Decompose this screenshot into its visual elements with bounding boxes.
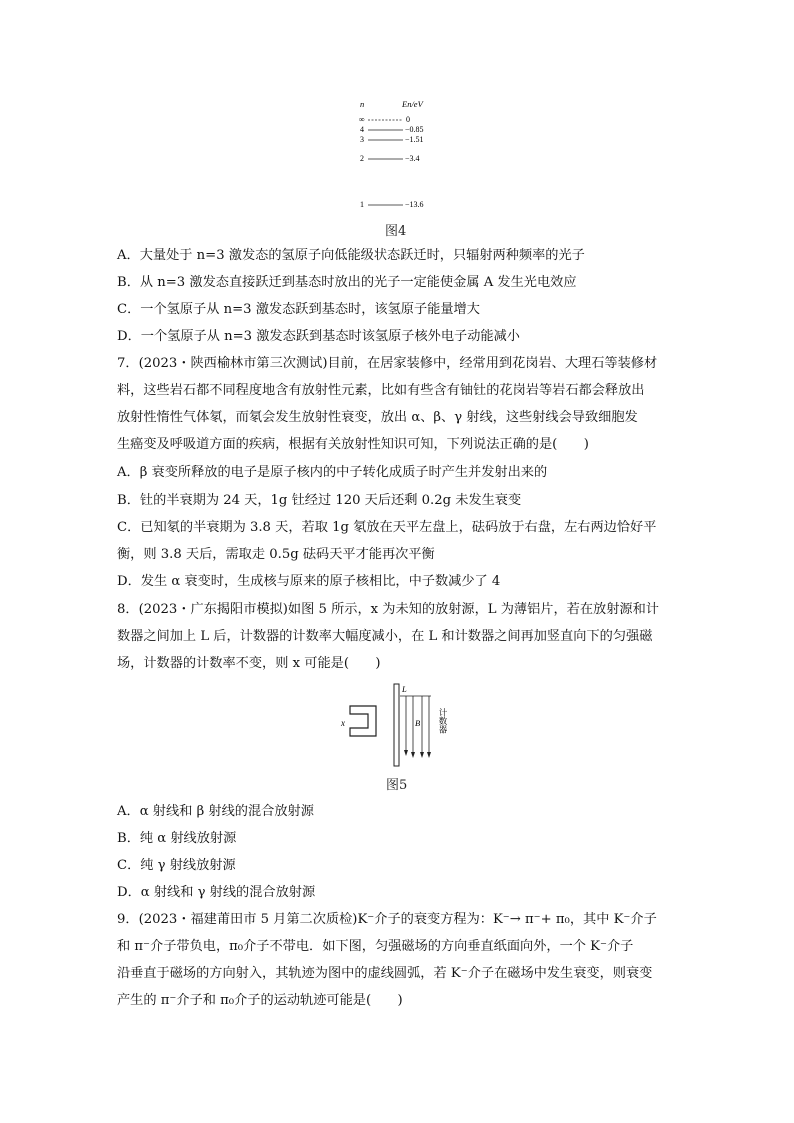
q8-stem-line-3: 场，计数器的计数率不变，则 x 可能是( ): [117, 656, 381, 671]
sheet-l-label: L: [402, 684, 407, 694]
q6-option-a: A．大量处于 n=3 激发态的氢原子向低能级状态跃迁时，只辐射两种频率的光子: [117, 248, 585, 263]
q7-option-a: A．β 衰变所释放的电子是原子核内的中子转化成质子时产生并发射出来的: [117, 465, 548, 480]
radiation-counter-diagram: [338, 682, 456, 768]
q8-stem-line-2: 数器之间加上 L 后，计数器的计数率大幅度减小，在 L 和计数器之间再加竖直向下的匀强磁: [117, 629, 653, 644]
q8-stem-line-1: 8．(2023・广东揭阳市模拟)如图 5 所示，x 为未知的放射源，L 为薄铝片，若在放射源和计: [117, 602, 659, 617]
q6-option-b: B．从 n=3 激发态直接跃迁到基态时放出的光子一定能使金属 A 发生光电效应: [117, 275, 577, 290]
q7-option-d: D．发生 α 衰变时，生成核与原来的原子核相比，中子数减少了 4: [117, 574, 501, 589]
field-arrow-4: [427, 752, 431, 758]
q7-option-b: B．钍的半衰期为 24 天，1g 钍经过 120 天后还剩 0.2g 未发生衰变: [117, 493, 522, 508]
q7-stem-line-1: 7．(2023・陕西榆林市第三次测试)目前，在居家装修中，经常用到花岗岩、大理石等装修材: [117, 356, 658, 371]
q7-stem-line-2: 料，这些岩石都不同程度地含有放射性元素，比如有些含有铀钍的花岗岩等岩石都会释放出: [117, 383, 645, 398]
counter-label: 计数器: [437, 708, 447, 734]
q9-stem-line-1: 9．(2023・福建莆田市 5 月第二次质检)K⁻介子的衰变方程为：K⁻→ π⁻+ π₀，其中 K⁻介子: [117, 912, 657, 927]
figure5-caption: 图5: [386, 778, 408, 793]
field-arrow-1: [404, 750, 408, 756]
level-n-4: 4: [360, 125, 364, 134]
q7-stem-line-4: 生癌变及呼吸道方面的疾病，根据有关放射性知识可知，下列说法正确的是( ): [117, 437, 589, 452]
field-arrow-2: [411, 752, 415, 758]
source-holder: [350, 706, 376, 736]
level-n-3: 3: [360, 135, 364, 144]
q8-option-b: B．纯 α 射线放射源: [117, 831, 237, 846]
field-arrow-3: [420, 752, 424, 758]
q6-option-c: C．一个氢原子从 n=3 激发态跃到基态时，该氢原子能量增大: [117, 302, 480, 317]
q8-option-c: C．纯 γ 射线放射源: [117, 858, 236, 873]
q9-stem-line-2: 和 π⁻介子带负电，π₀介子不带电．如下图，匀强磁场的方向垂直纸面向外，一个 K⁻介子: [117, 939, 634, 954]
level-n-1: 1: [360, 200, 364, 209]
level-n-inf: ∞: [359, 115, 365, 124]
q7-option-c-line-1: C．已知氡的半衰期为 3.8 天，若取 1g 氡放在天平左盘上，砝码放于右盘，左右两边恰好平: [117, 520, 657, 535]
aluminum-sheet: [394, 684, 399, 766]
n-axis-label: n: [360, 99, 365, 109]
level-e-4: −0.85: [405, 125, 424, 134]
q7-option-c-line-2: 衡，则 3.8 天后，需取走 0.5g 砝码天平才能再次平衡: [117, 547, 435, 562]
level-e-inf: 0: [406, 115, 410, 124]
level-n-2: 2: [360, 154, 364, 163]
level-e-1: −13.6: [405, 200, 424, 209]
figure4-caption: 图4: [385, 224, 407, 239]
q6-option-d: D．一个氢原子从 n=3 激发态跃到基态时该氢原子核外电子动能减小: [117, 329, 520, 344]
q7-stem-line-3: 放射性惰性气体氡，而氡会发生放射性衰变，放出 α、β、γ 射线，这些射线会导致细胞发: [117, 410, 638, 425]
field-b-label: B: [415, 718, 421, 728]
q9-stem-line-3: 沿垂直于磁场的方向射入，其轨迹为图中的虚线圆弧，若 K⁻介子在磁场中发生衰变，则衰变: [117, 966, 653, 981]
q9-stem-line-4: 产生的 π⁻介子和 π₀介子的运动轨迹可能是( ): [117, 993, 403, 1008]
energy-axis-label: En/eV: [402, 99, 423, 109]
source-x-label: x: [341, 718, 345, 728]
level-e-2: −3.4: [405, 154, 420, 163]
q8-option-a: A．α 射线和 β 射线的混合放射源: [117, 804, 314, 819]
q8-option-d: D．α 射线和 γ 射线的混合放射源: [117, 885, 316, 900]
level-e-3: −1.51: [405, 135, 424, 144]
energy-level-diagram: [356, 96, 456, 214]
